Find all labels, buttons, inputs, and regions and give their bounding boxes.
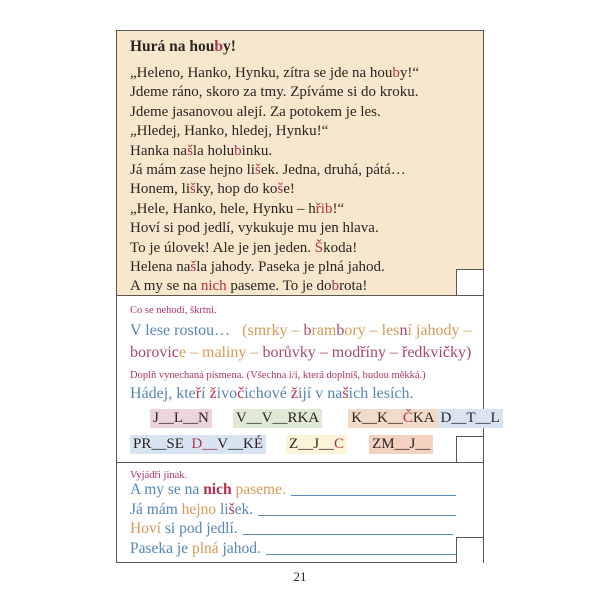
text-run: si pod jedlí. [161,520,238,537]
exercise2-row2 [130,435,433,454]
answer-blank-line[interactable] [291,495,456,496]
text-run: Hoví si pod jedlí, vykukuje mu jen hlava. [130,220,379,237]
text-run: ich lesích. [348,385,414,402]
fill-in-word[interactable] [286,435,347,454]
text-run: ř [402,344,408,361]
story-line [130,219,419,238]
text-run: edkvi [407,344,443,361]
text-run: nich [203,481,232,498]
text-run: š [342,385,349,402]
exercise2-riddle [130,383,414,405]
text-run: paseme. To je do [226,278,332,295]
text-run: Já mám zase hejno li [130,162,255,179]
text-run: li [216,500,229,518]
text-run: š [190,259,197,276]
text-run: jahod. [218,539,261,557]
text-run: ž [290,385,298,402]
worksheet-frame [116,30,500,563]
text-run: V__V__RKA [235,410,320,426]
text-run: b [392,65,400,81]
text-run: í jahody – [407,322,472,339]
text-run: la holu [192,142,235,159]
text-run: V lese rostou… [130,322,231,339]
text-run: č [237,385,245,402]
text-run: C [334,436,345,452]
text-run: „Hele, Hanko, hele, Hynku – h [130,200,316,217]
text-run: b [324,200,333,217]
score-box-rewrite[interactable] [456,537,483,563]
text-run: Paseka je [130,539,192,557]
text-run: „Heleno, Hanko, Hynku, zítra se jde na hou [130,65,393,81]
story-line [130,277,419,296]
text-run: A my se na [130,278,201,295]
score-box-story[interactable] [456,269,483,295]
text-run: ky) [449,344,472,361]
exercise2-row1 [130,409,503,428]
text-run: č [442,344,450,361]
text-run: ž [209,385,217,402]
rewrite-line [130,539,456,559]
story-line [130,83,419,102]
story-title [130,38,236,56]
text-run: hejno [181,500,217,518]
text-run: Jdeme ráno, skoro za tmy. Zpíváme si do kroku. [130,84,419,101]
text-run: Hanka na [130,142,188,159]
text-run: c [171,344,179,361]
fill-in-word[interactable] [438,409,503,428]
story-line [130,103,419,122]
text-run: y! [223,38,236,55]
text-run: V__KÉ [217,436,264,452]
text-run: b [303,322,312,339]
text-run: (smrky – [230,322,304,339]
text-run: ivo [216,385,238,402]
text-run: š [254,162,261,179]
text-run: ř [195,385,202,402]
answer-blank-line[interactable] [258,515,456,516]
fill-in-word[interactable] [130,435,266,454]
text-run: la jahody. Paseka je plná jahod. [196,259,385,276]
text-run: ky, hop do ko [195,181,278,198]
text-run: Š [314,239,324,256]
text-run: orůvky – [270,344,332,361]
rewrite-sentence [130,519,238,539]
text-run: b [234,142,242,159]
rewrite-line [130,500,456,520]
text-run: D__ [191,436,218,452]
text-run: ek. Jedna, druhá, pátá… [260,162,406,179]
exercise1-instruction: Co se nehodí, škrtni. [130,305,217,316]
score-box-exercises[interactable] [456,436,483,462]
fill-in-word[interactable] [348,409,437,428]
text-run: A my se na [130,481,204,498]
text-run: b [130,344,138,361]
text-run: b [336,322,345,339]
story-line [130,180,419,199]
exercise1-line2[interactable] [130,342,471,364]
text-run: ř [360,344,366,361]
text-run: Já mám [130,500,182,518]
story-line [130,142,419,161]
text-run: nich [200,278,227,295]
text-run: ram [311,322,337,339]
story-line [130,239,419,258]
text-run: Hoví [130,520,161,537]
text-run: Honem, li [130,181,190,198]
exercise2-instruction: Doplň vynechaná písmena. (Všechna i/í, která doplníš, budou měkká.) [130,370,426,381]
answer-blank-line[interactable] [243,534,453,535]
text-run: š [228,500,235,518]
text-run: ek. [234,500,254,518]
text-run: b [262,344,271,361]
answer-blank-line[interactable] [266,554,456,555]
text-run: b [214,38,224,55]
text-run: Hádej, kte [130,385,196,402]
text-run: Z__J__ [289,436,335,452]
text-run: paseme. [231,481,286,498]
story-section [117,31,483,296]
text-run: J__L__N [153,410,209,426]
text-run: ijí v na [297,385,343,402]
text-run: PR__SE [133,436,192,452]
text-run: D__T__L [440,410,500,426]
rewrite-sentence [130,500,253,520]
text-run: Hurá na hou [130,38,215,55]
text-run: ři [315,200,325,217]
text-run: Helena na [130,259,191,276]
text-run: To je úlovek! Ale je jen jeden. [130,239,315,256]
story-line [130,122,419,141]
text-run: orovi [138,344,172,361]
story-line [130,200,419,219]
text-run: e – maliny – [178,344,263,361]
text-run: Č [402,410,413,426]
text-run: š [190,181,196,198]
text-run: Jdeme jasanovou alejí. Za potokem je les. [130,103,381,120]
story-line [130,64,419,83]
story-line [130,258,419,277]
text-run: š [187,142,193,159]
text-run: ichové [244,385,291,402]
text-run: í [201,385,210,402]
text-run: e! [283,181,295,198]
text-run: rota! [339,278,368,295]
story-line [130,161,419,180]
text-run: mod [331,344,361,361]
text-run: š [277,181,284,198]
text-run: íny – [365,344,402,361]
rewrite-line [130,480,456,500]
exercise3-instruction: Vyjádři jinak. [130,470,188,481]
text-run: inku. [241,142,273,159]
exercise1-line1[interactable] [130,320,471,342]
page-number: 21 [293,569,307,584]
rewrite-sentence [130,539,261,559]
story-text [130,64,419,297]
text-run: „Hledej, Hanko, hledej, Hynku!“ [130,123,329,140]
rewrite-sentence [130,480,286,500]
fill-in-word[interactable] [233,409,322,428]
text-run: K__K__ [351,410,403,426]
text-run: y!“ [399,65,420,81]
rewrite-line [130,519,453,539]
text-run: koda! [323,239,358,256]
text-run: ory – les [344,322,400,339]
text-run: b [331,278,340,295]
rewrite-section [117,463,483,563]
text-run: KA [412,410,435,426]
text-run: ZM__J__ [372,436,431,452]
text-run: n [399,322,408,339]
exercises-section [117,296,500,463]
fill-in-word[interactable] [369,435,433,454]
text-run: plná [191,539,219,557]
fill-in-word[interactable] [150,409,212,428]
text-run: !“ [332,200,345,217]
